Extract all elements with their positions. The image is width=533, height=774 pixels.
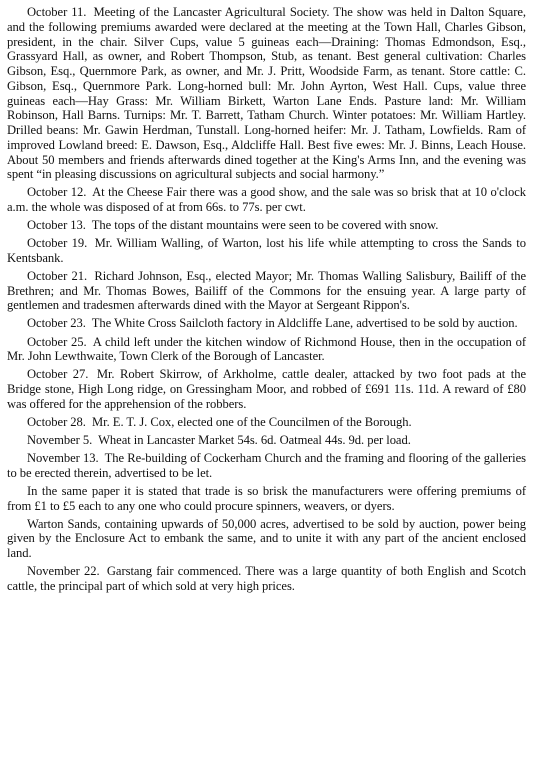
chronicle-entry: [7, 415, 526, 430]
entry-text: Mr. Robert Skirrow, of Arkholme, cattle dealer, attacked by two foot pads at the Bridge stone, High Long ridge, on Gressingham Moor, and robbed of £691 11s. 11d. A reward of £80 was offered for the apprehension of the robbers.: [7, 367, 526, 411]
entry-text: Richard Johnson, Esq., elected Mayor; Mr. Thomas Walling Salisbury, Bailiff of the Brethren; and Mr. Thomas Bowes, Bailiff of the Commons for the ensuing year. A large party of gentlemen and tradesmen afterwards dined with the Mayor at Sergeant Rippon's.: [7, 268, 526, 313]
entry-text: The Re-building of Cockerham Church and the framing and flooring of the galleries to be erected therein, advertised to be let.: [7, 450, 526, 480]
entry-date: October 11.: [27, 5, 87, 19]
entry-text: At the Cheese Fair there was a good show, and the sale was so brisk that at 10 o'clock a.m. the whole was disposed of at from 66s. to 77s. per cwt.: [7, 185, 527, 215]
entry-text: In the same paper it is stated that trade is so brisk the manufacturers were offering premiums of from £1 to £5 each to any one who could procure spinners, weavers, or dyers.: [7, 483, 526, 513]
entry-date: November 13.: [27, 450, 99, 465]
chronicle-entry: [7, 218, 526, 233]
entry-date: October 28.: [27, 414, 86, 429]
entry-text: The White Cross Sailcloth factory in Aldcliffe Lane, advertised to be sold by auction.: [91, 316, 518, 331]
entry-date: October 23.: [27, 316, 86, 331]
entry-text: Wheat in Lancaster Market 54s. 6d. Oatmeal 44s. 9d. per load.: [98, 432, 411, 447]
entry-text: Mr. William Walling, of Warton, lost his life while attempting to cross the Sands to Kentsbank.: [7, 236, 526, 265]
entry-text: Garstang fair commenced. There was a large quantity of both English and Scotch cattle, the principal part of which sold at very high prices.: [7, 564, 526, 593]
entry-date: October 12.: [27, 185, 87, 200]
chronicle-entry: [7, 269, 526, 313]
chronicle-entry: [7, 433, 526, 448]
chronicle-entry: [7, 517, 526, 561]
entry-text: Warton Sands, containing upwards of 50,000 acres, advertised to be sold by auction, power being given by the Enclosure Act to embank the same, and to unite it with any part of the ancient enclosed land.: [7, 516, 526, 561]
entry-date: November 22.: [27, 564, 100, 579]
chronicle-entry: [7, 451, 526, 481]
entry-date: October 21.: [27, 268, 88, 283]
entry-date: October 27.: [27, 367, 89, 382]
chronicle-entry: [7, 335, 526, 365]
entry-date: October 19.: [27, 236, 88, 251]
entry-date: October 13.: [27, 218, 86, 233]
chronicle-entry: [7, 236, 526, 266]
entry-date: November 5.: [27, 432, 93, 447]
chronicle-entry: [7, 564, 526, 594]
entry-date: October 25.: [27, 334, 87, 349]
chronicle-entry: [7, 316, 526, 331]
chronicle-entry: [7, 484, 526, 514]
chronicle-entry: [7, 185, 526, 215]
entry-text: Meeting of the Lancaster Agricultural Society. The show was held in Dalton Square, and the following premiums awarded were declared at the meeting at the Town Hall, Charles Gibson, president, in the chair. Silver Cups, value 5 guineas each—Draining: Thomas Edmondson, Esq., Grassyard Hall, as owner, and Robert Thompson, Stub, as tenant. Best general cultivation: Charles Gibson, Esq., Quernmore Park, as owner, and Mr. J. Pritt, Woodside Farm, as tenant. Store cattle: C. Gibson, Esq., Quernmore Park. Long-horned bull: Mr. John Ayrton, West Hall. Cups, value three guineas each—Hay Grass: Mr. William Birkett, Warton Lane Ends. Pasture land: Mr. William Robinson, Hall Barns. Turnips: Mr. T. Barrett, Tatham Church. Winter potatoes: Mr. William Hartley. Drilled beans: Mr. Gawin Herdman, Tunstall. Long-horned heifer: Mr. J. Tatham, Lowfields. Ram of improved Lowland breed: E. Dawson, Esq., Aldcliffe Hall. Best five ewes: Mr. J. Binns, Leach House. About 50 members and friends afterwards dined together at the King's Arms Inn, and the evening was spent “in pleasing discussions on agricultural subjects and social harmony.”: [7, 5, 526, 182]
entry-text: Mr. E. T. J. Cox, elected one of the Councilmen of the Borough.: [92, 414, 412, 429]
entry-text: The tops of the distant mountains were seen to be covered with snow.: [91, 218, 439, 233]
entry-text: A child left under the kitchen window of Richmond House, then in the occupation of Mr. John Lewthwaite, Town Clerk of the Borough of Lancaster.: [7, 334, 526, 364]
chronicle-entry: [7, 5, 526, 182]
chronicle-entry: [7, 367, 526, 411]
